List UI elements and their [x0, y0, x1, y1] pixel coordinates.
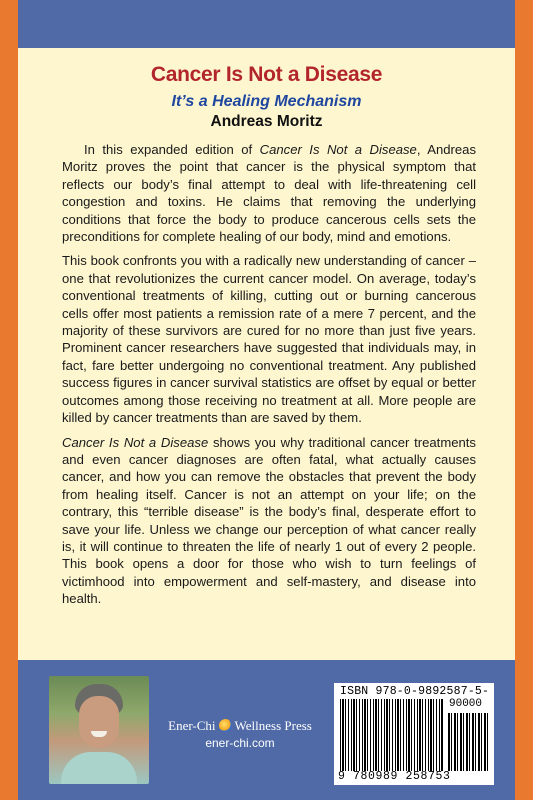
publisher-website: ener-chi.com: [205, 736, 275, 750]
book-description: [62, 141, 476, 615]
ean-barcode-bars: [340, 699, 444, 771]
para-1-seg-2: Cancer Is Not a Disease: [259, 142, 417, 157]
publisher-name-left: Ener-Chi: [168, 718, 216, 733]
isbn-label: ISBN 978-0-9892587-5-: [340, 685, 490, 698]
para-3-seg-1: Cancer Is Not a Disease: [62, 434, 209, 450]
description-paragraph-3: [62, 434, 476, 608]
price-barcode-bars: [448, 713, 488, 771]
para-1-seg-3: , Andreas Moritz proves the point that cancer is the physical symptom that reflects our body’s final attempt to deal with life-threatening cell congestion and toxins. He claims that removing the underlying conditions that force the body to produce cancerous cells sets the preconditions for complete healing of our body, mind and emotions.: [62, 142, 476, 245]
para-1-seg-1: In this expanded edition of: [84, 142, 260, 157]
publisher-name: [160, 718, 320, 734]
author-photo: [49, 676, 149, 784]
author-name: Andreas Moritz: [210, 113, 323, 130]
para-2-seg-1: This book confronts you with a radically new understanding of cancer – one that revolutionizes the current cancer model. On average, today’s conventional treatments of killing, cutting out or burning cancerous cells offer most patients a remission rate of a mere 7 percent, and the majority of these survivors are cured for no more than just five years. Prominent cancer researchers have suggested that individuals may, in fact, fare better undergoing no conventional treatment. Any published success figures in cancer survival statistics are offset by equal or better outcomes among those receiving no treatment at all. More people are killed by cancer treatments than are saved by them.: [62, 253, 476, 426]
ean-number: 9 780989 258753: [338, 770, 451, 783]
top-blue-band: [18, 0, 515, 48]
description-paragraph-1: [62, 141, 476, 245]
isbn-barcode: [334, 683, 494, 785]
para-3-seg-2: shows you why traditional cancer treatments and even cancer diagnoses are often fatal, what actually causes cancer, and how you can remove the obstacles that prevent the body from healing itself. Cancer is not an attempt on your life; on the contrary, this “terrible disease” is the body’s final, desperate effort to save your life. Unless we change our perception of what cancer really is, it will continue to threaten the life of nearly 1 out of every 2 people. This book opens a door for those who wish to turn feelings of victimhood into empowerment and self-mastery, and disease into health.: [62, 434, 476, 607]
book-title: Cancer Is Not a Disease: [150, 63, 383, 86]
price-code: 90000: [449, 698, 483, 710]
publisher-name-right: Wellness Press: [234, 718, 312, 733]
book-subtitle: It’s a Healing Mechanism: [171, 93, 362, 110]
sun-logo-icon: [219, 719, 232, 732]
description-paragraph-2: [62, 252, 476, 426]
